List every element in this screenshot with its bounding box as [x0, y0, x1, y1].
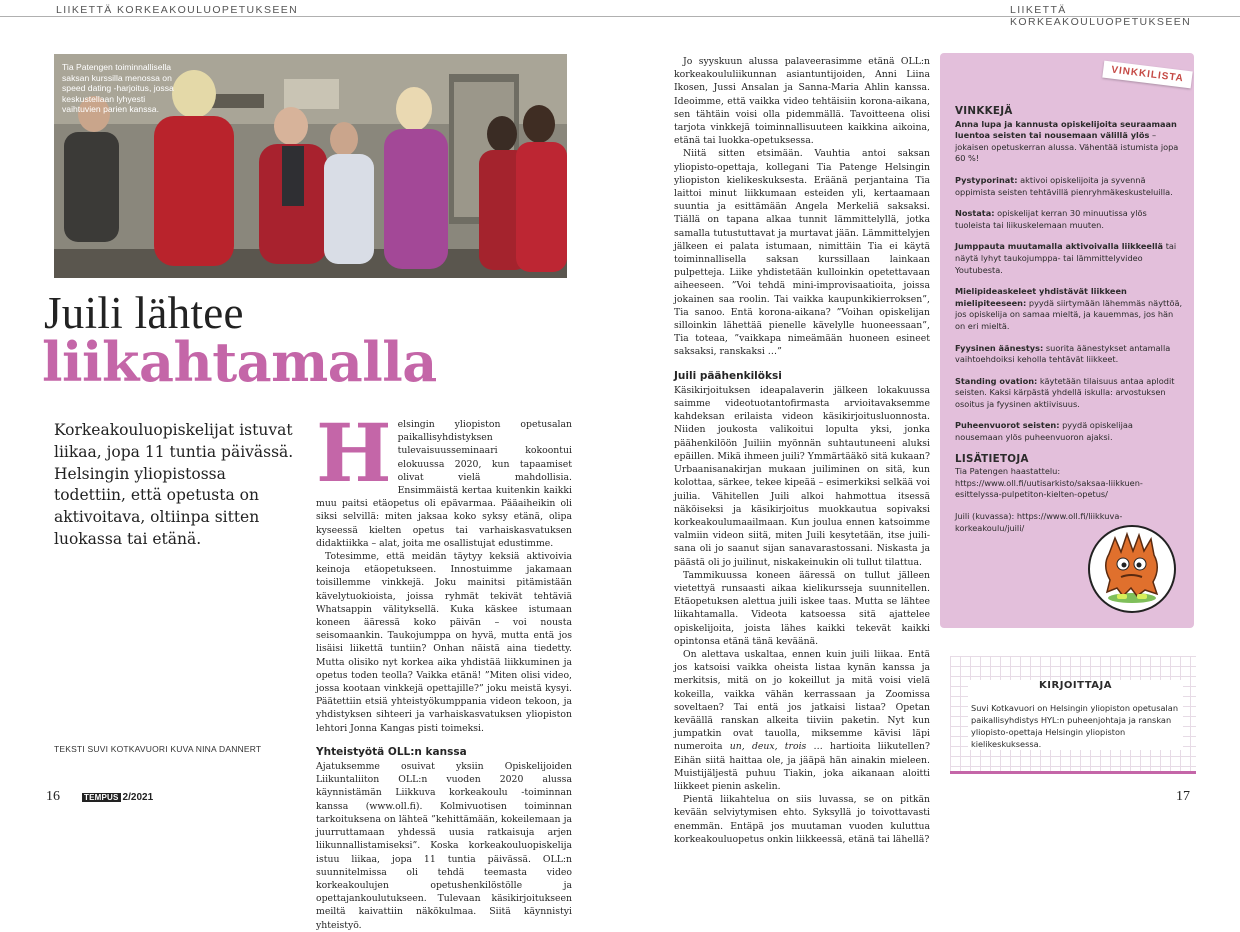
- section-label-left: LIIKETTÄ KORKEAKOULUOPETUKSEEN: [56, 4, 299, 16]
- photo-caption: Tia Patengen toiminnallisella saksan kurssilla menossa on speed dating -harjoitus, jossa keskustellaan lyhyesti vaihtuvien parien kanssa.: [62, 62, 174, 115]
- more-info-link[interactable]: Juili (kuvassa): https://www.oll.fi/liikkuva-korkeakoulu/juili/: [955, 511, 1123, 533]
- tip-item: [955, 286, 1183, 332]
- tip-title: Fyysinen äänestys:: [955, 342, 1044, 353]
- body-paragraph: Jo syyskuun alussa palaveerasimme etänä OLL:n korkeakoululiikunnan asiantuntijoiden, Anni Liina Ikosen, Jussi Ansalan ja Sanna-Maria Ahlin kanssa. Ideoimme, että vaikka video tehtäisiin korona-aikana, sen tähtäin voisi olla pidemmällä. Tavoitteena olisi tarjota vinkkejä toiminnallisuuteen kaikkina aikoina, etänä tai luokka-opetuksessa.: [674, 56, 930, 147]
- tip-text: pyydä siirtymään lähemmäs näyttöä, jos opiskelija on samaa mieltä, ja kauemmas, jos hän on eri mieltä.: [955, 297, 1183, 331]
- author-bio: Suvi Kotkavuori on Helsingin yliopiston opetusalan paikallisyhdistys HYL:n puheenjohtaja ja ranskan yliopisto-opettaja Helsingin yliopiston kielikeskuksessa.: [971, 703, 1179, 749]
- tip-title: Pystyporinat:: [955, 174, 1018, 185]
- body-paragraph: [316, 406, 572, 550]
- section-label-right: LIIKETTÄ KORKEAKOULUOPETUKSEEN: [1010, 4, 1192, 28]
- body-paragraph: Totesimme, että meidän täytyy keksiä aktivoivia keinoja etäopetukseen. Innostuimme jakamaan toisillemme vinkkejä. Joku mainitsi pitämistään kävelytuokioista, joissa ryhmät tekivät tehtäviä Whatsappin välityksellä. Kuka käskee istumaan koneen ääressä koko päivän – voi nousta seisomaankin. Taukojumppa on hyvä, mutta entä jos lisäisi liikettä tuntiin? Onhan näistä aina tiedetty. Mutta olisiko nyt korkea aika yhdistää liikkuminen ja opetus toden teolla? Vaikka etänä! ”Miten olisi video, jossa kootaan vinkkejä opettajille?” joku meistä kysyi. Päätettiin etsiä yhteistyökumppania videon tekoon, ja yhdistyksen sihteeri ja varhaiskasvatuksen yliopiston lehtori Jonna Kangas pisti toimeksi.: [316, 551, 572, 734]
- body-column-2: [674, 55, 930, 846]
- tip-text: tai näytä lyhyt taukojumppa- tai lämmittelyvideo Youtubesta.: [955, 241, 1177, 275]
- body-paragraph: Niitä sitten etsimään. Vauhtia antoi saksan yliopisto-opettaja, kollegani Tia Patenge Helsingin yliopiston kielikeskuksesta. Eräänä perjantaina Tia laittoi minut liikkumaan esteiden yli, kertaamaan suuntia ja esittämään Angela Merkeliä saksaksi. Tiällä on tapana alkaa tunnit lämmittelyllä, jotka samalla tutustuttavat ja murtavat jään. Lämmittelyjen jälkeen ei palata istumaan, nimittäin Tia ei käytä toiminnallisella saksan kurssillaan lainkaan pulpetteja. Liike yhdistetään kulloinkin opetettavaan aiheeseen. ”Voi tehdä mini-improvisaatioita, joissa jokainen saa roolin. Tai vaikka kaupunkikierroksen”, Tia sanoo. Entä korona-aikana? ”Voihan opiskelijan silloinkin lähettää pienelle kävelylle huoneessaan”, Tia toteaa, ”vaikkapa nimeämään huoneen esineet saksaksi, ranskaksi …”: [674, 148, 930, 358]
- tip-title: Anna lupa ja kannusta opiskelijoita seuraamaan luentoa seisten tai nousemaan välillä ylös: [955, 118, 1177, 141]
- headline-line-2: liikahtamalla: [42, 330, 437, 394]
- tip-text: suorita äänestykset antamalla vaihtoehdoiksi keholla tehtävät liikkeet.: [955, 342, 1171, 365]
- body-paragraph: Pientä liikahtelua on siis luvassa, se on pitkän kevään selviytymisen ehto. Syksyllä jo toivottavasti enemmän. Entäpä jos muutaman vuoden kuluttua korkeakouluopetus onkin liikkeessä, etänä tai lähellä?: [674, 794, 930, 845]
- header-rule-left: [0, 16, 620, 17]
- more-info-heading: LISÄTIETOJA: [955, 452, 1029, 465]
- tip-text: käytetään tilaisuus antaa aplodit seisten. Kaksi kärpästä yhdellä iskulla: arvostuksen osoitus ja fyysinen aktiivisuus.: [955, 375, 1175, 409]
- tip-title: Puheenvuorot seisten:: [955, 420, 1060, 431]
- page-number-left: 16: [46, 789, 60, 804]
- tip-item: [955, 241, 1183, 276]
- body-paragraph: [674, 648, 930, 793]
- subheading: Juili päähenkilöksi: [674, 369, 782, 382]
- magazine-issue: [82, 792, 153, 803]
- tips-heading: VINKKEJÄ: [955, 105, 1013, 117]
- tip-text: pyydä opiskelijaa nousemaan ylös puheenvuoron ajaksi.: [955, 420, 1133, 443]
- body-text: On alettava uskaltaa, ennen kuin juili liikaa. Entä jos katsoisi vaikka oheista listaa kynän kanssa ja merkitsis, mitä on jo kokeillut ja mitä voisi vielä kokeilla, vaikka vähän kerrassaan ja Zoomissa soveltaen? Tai entä jos jatkaisi listaa? Opetan keväällä ranskan alkeita tiiviin paketin. Nyt kun jumpatkin ovat tauolla, miksemme kävisi läpi numeroita: [674, 648, 930, 753]
- magazine-logo: TEMPUS: [84, 793, 119, 802]
- tip-text: aktivoi opiskelijoita ja syvennä oppimista seisten tehtävillä pienryhmäkeskusteluilla.: [955, 174, 1173, 197]
- body-paragraph: Käsikirjoituksen ideapalaverin jälkeen lokakuussa saimme videotuotantofirmasta arvioitavaksemme kahdeksan erilaista videon käsikirjoitusluonnosta. Niiden joukosta valikoitui lopulta yksi, jonka päähenkilöön Juiliin myönnän suhtautuneeni aluksi epäillen. Mikä ihmeen juili? Ymmärtääkö sitä kukaan? Urbaanisanakirjan mukaan juiliminen on sitä, kun kolottaa, särkee, tekee kipeää – esimerkiksi selkää voi juilia. Vähitellen Juili alkoi hahmottua itsessä näköiseksi ja käsikirjoitus muokkautua sopivaksi korkeakoulumaailmaan. Kun joulua ennen katsoimme valmiin videon siitä, miten Juili kesytetään, itse juili-sana oli jo saanut sijan sanavarastossani. Niskasta ja päästä oli jo juilinut, niskakeinukin oli tullut tilattua.: [674, 384, 930, 568]
- tip-box-content: [955, 106, 1183, 544]
- tip-title: Mielipideaskeleet yhdistävät liikkeen mielipiteeseen:: [955, 286, 1127, 308]
- drop-cap: H: [316, 406, 392, 500]
- more-info-link[interactable]: Tia Patengen haastattelu: https://www.oll.fi/uutisarkisto/saksaa-liikkuen-esittelyssa-pulpetiton-kielten-opetus/: [955, 466, 1143, 500]
- body-text: … hartioita liikutellen? Eihän siitä haittaa ole, ja jääpä hän ainakin mieleen. Muistijäljestä puhuu Tiakin, joka aikanaan aloitti liikkeet pienin askelin.: [674, 741, 930, 792]
- article-photo: [54, 54, 567, 278]
- subheading: Yhteistyötä OLL:n kanssa: [316, 745, 467, 758]
- body-text: elsingin yliopiston opetusalan paikallisyhdistyksen tulevaisuusseminaari kokoontui elokuussa 2020, kun tapaamiset olivat vielä mahdollisia. Ensimmäistä kertaa kuitenkin kaikki muu paitsi etäopetus oli epävarmaa. Pääaiheikin oli siksi selvillä: miten jaksaa koko syksy etänä, olipa kyseessä kielten opetus tai varhaiskasvatuksen didaktiikka – alat, joita me osallistujat edustimme.: [316, 419, 572, 549]
- byline-credit: TEKSTI SUVI KOTKAVUORI KUVA NINA DANNERT: [54, 744, 262, 754]
- lead-paragraph: Korkeakouluopiskelijat istuvat liikaa, jopa 11 tuntia päivässä. Helsingin yliopistossa todettiin, että opetusta on aktivoitava, oltiinpa sitten luokassa tai etänä.: [54, 421, 294, 548]
- body-paragraph: Ajatuksemme osuivat yksiin Opiskelijoiden Liikuntaliiton OLL:n vuoden 2020 alussa käynnistämän Liikkuva korkeakoulu -toiminnan kanssa (www.oll.fi). Kolmivuotisen toiminnan tarkoituksena on lähteä ”kehittämään, kokeilemaan ja juurruttamaan yhdessä uusia ratkaisuja arjen liikunnallistamiseksi”. Koska korkeakouluopiskelija istuu liikaa, jopa 11 tuntia päivässä. OLL:n suunnitelmissa oli tehdä teemasta video korkeakoulujen opetushenkilöstölle ja opettajankoulutukseen. Tulevaan käsikirjoitukseen meiltä kaivattiin näkökulmaa. Siitä käynnistyi yhteistyö.: [316, 761, 572, 931]
- tip-item: [955, 376, 1183, 411]
- tip-text: opiskelijat kerran 30 minuutissa ylös tuoleista tai liikuskelemaan muuten.: [955, 208, 1147, 230]
- tip-title: Standing ovation:: [955, 375, 1038, 386]
- tip-item: [955, 119, 1183, 165]
- tip-title: Nostata:: [955, 208, 995, 219]
- page-number-right: 17: [1176, 789, 1190, 804]
- tip-item: [955, 208, 1183, 231]
- headline-line-1: Juili lähtee: [44, 288, 244, 338]
- author-box-bar: [950, 771, 1196, 774]
- tip-title: Jumppauta muutamalla aktivoivalla liikkeellä: [955, 241, 1164, 252]
- juili-mascot-icon: [1087, 524, 1177, 614]
- tip-box-tag: VINKKILISTA: [1102, 61, 1192, 89]
- author-box-content: [968, 680, 1183, 750]
- tip-text: – jokaisen opetuskerran alussa. Vähentää istumista jopa 60 %!: [955, 130, 1179, 164]
- header-rule-right: [620, 16, 1240, 17]
- body-column-1: [316, 406, 572, 931]
- body-paragraph: Tammikuussa koneen ääressä on tullut jälleen vietettyä runsaasti aikaa kielikursseja suunnitellen. Etäopetuksen alettua juili iskee taas. Mutta se lähtee liikahtamalla. Videota katsoessa sitä ajattelee opiskelijoita, joista lähes kaikki tekevät kaikki opintonsa etänä tänä keväänä.: [674, 569, 930, 647]
- issue-number: 2/2021: [122, 792, 154, 803]
- author-title: KIRJOITTAJA: [1039, 680, 1112, 691]
- tip-item: [955, 175, 1183, 198]
- body-text-italic: un, deux, trois: [729, 741, 807, 753]
- tip-item: [955, 420, 1183, 443]
- tip-item: [955, 343, 1183, 366]
